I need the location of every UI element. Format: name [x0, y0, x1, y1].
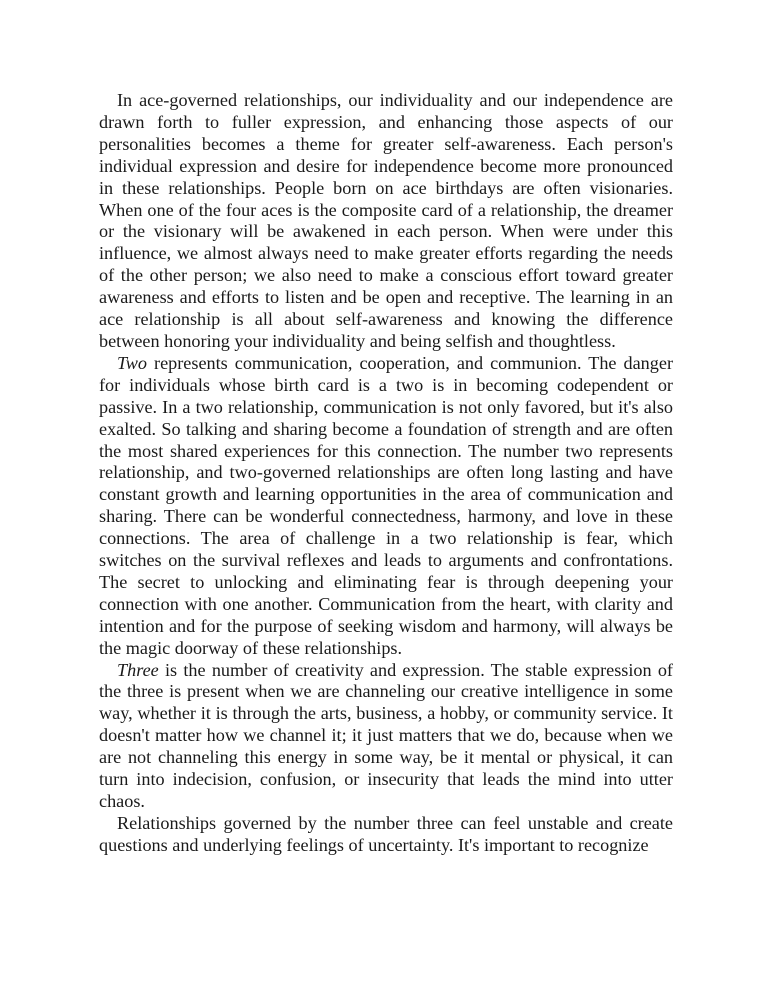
paragraph-three	[99, 660, 673, 813]
paragraph-text: In ace-governed relationships, our individuality and our independence are drawn forth to fuller expression, and enhancing those aspects of our personalities becomes a theme for greater self-awareness. Each person's individual expression and desire for independence become more pronounced in these relationships. People born on ace birthdays are often visionaries. When one of the four aces is the composite card of a relationship, the dreamer or the visionary will be awakened in each person. When were under this influence, we almost always need to make greater efforts regarding the needs of the other person; we also need to make a conscious effort toward greater awareness and efforts to listen and be open and receptive. The learning in an ace relationship is all about self-awareness and knowing the difference between honoring your individuality and being selfish and thoughtless.	[99, 90, 673, 351]
paragraph-ace	[99, 90, 673, 353]
paragraph-three-relationships	[99, 813, 673, 857]
paragraph-lead: Two	[117, 352, 147, 373]
paragraph-text: represents communication, cooperation, and communion. The danger for individuals whose birth card is a two is in becoming codependent or passive. In a two relationship, communication is not only favored, but it's also exalted. So talking and sharing become a foundation of strength and are often the most shared experiences for this connection. The number two represents relationship, and two-governed relationships are often long lasting and have constant growth and learning opportunities in the area of communication and sharing. There can be wonderful connectedness, harmony, and love in these connections. The area of challenge in a two relationship is fear, which switches on the survival reflexes and leads to arguments and confrontations. The secret to unlocking and eliminating fear is through deepening your connection with one another. Communication from the heart, with clarity and intention and for the purpose of seeking wisdom and harmony, will always be the magic doorway of these relationships.	[99, 352, 673, 658]
paragraph-lead: Three	[117, 659, 159, 680]
paragraph-text: is the number of creativity and expression. The stable expression of the three is present when we are channeling our creative intelligence in some way, whether it is through the arts, business, a hobby, or community service. It doesn't matter how we channel it; it just matters that we do, because when we are not channeling this energy in some way, be it mental or physical, it can turn into indecision, confusion, or insecurity that leads the mind into utter chaos.	[99, 659, 673, 811]
paragraph-two	[99, 353, 673, 660]
document-page	[99, 90, 673, 857]
paragraph-text: Relationships governed by the number three can feel unstable and create questions and underlying feelings of uncertainty. It's important to recognize	[99, 812, 673, 855]
